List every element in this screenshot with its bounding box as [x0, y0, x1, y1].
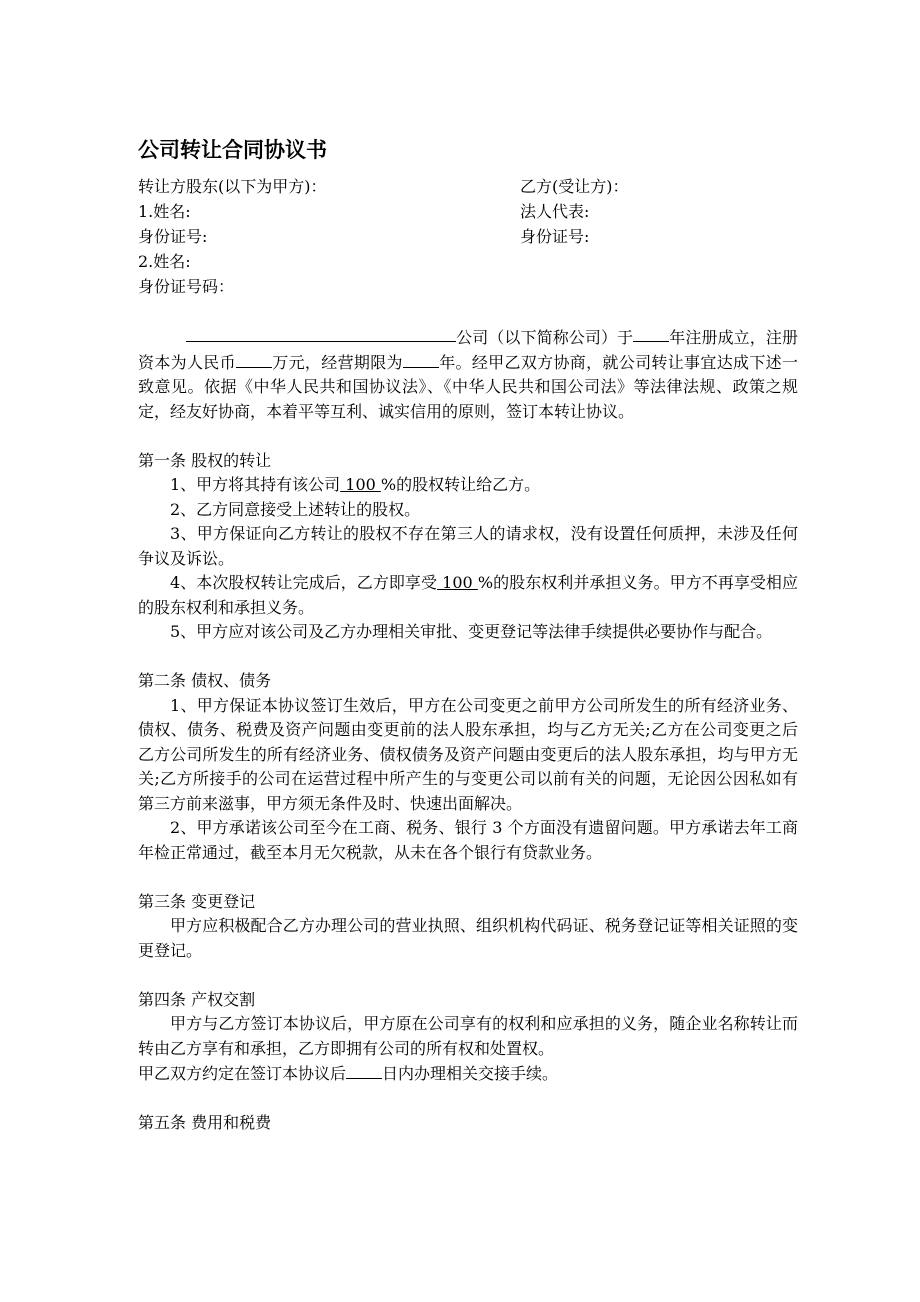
legal-representative: 法人代表:: [520, 202, 590, 221]
transferee-column: [520, 174, 800, 249]
term-blank: [403, 350, 439, 368]
preamble-text-3: 万元，经营期限为: [271, 352, 403, 372]
year-blank: [633, 325, 669, 343]
transferor-id-2: 身份证号码：: [138, 277, 235, 296]
article-1-item-3: 3、甲方保证向乙方转让的股权不存在第三人的请求权，没有设置任何质押，未涉及任何争议及诉讼。: [138, 524, 798, 568]
article-2-item-2: 2、甲方承诺该公司至今在工商、税务、银行 3 个方面没有遗留问题。甲方承诺去年工商年检正常通过，截至本月无欠税款，从未在各个银行有贷款业务。: [138, 818, 798, 862]
preamble-paragraph: [138, 325, 798, 425]
article-1-heading: 第一条 股权的转让: [138, 450, 272, 470]
parties-block: [138, 174, 798, 300]
article-1-item-2: 2、乙方同意接受上述转让的股权。: [170, 499, 421, 519]
transferor-column: [138, 174, 518, 299]
capital-blank: [236, 350, 272, 368]
share-percent-1: 100: [340, 475, 381, 495]
article-1-item-5: 5、甲方应对该公司及乙方办理相关审批、变更登记等法律手续提供必要协作与配合。: [170, 622, 773, 642]
share-percent-2: 100: [437, 573, 478, 593]
transferee-id: 身份证号:: [520, 227, 590, 246]
article-1-item-1: 1、甲方将其持有该公司 100 %的股权转让给乙方。: [170, 475, 541, 495]
preamble-text-1: 公司（以下简称公司）于: [456, 327, 634, 347]
transferor-heading: 转让方股东(以下为甲方)：: [138, 177, 327, 196]
article-2-item-1: 1、甲方保证本协议签订生效后，甲方在公司变更之前甲方公司所发生的所有经济业务、债权、债务、税费及资产问题由变更前的法人股东承担，均与乙方无关;乙方在公司变更之后乙方公司所发生的所有经济业务、债权债务及资产问题由变更后的法人股东承担，均与甲方无关;乙方所接手的公司在运营过程中所产生的与变更公司以前有关的问题，无论因公因私如有第三方前来滋事，甲方须无条件及时、快速出面解决。: [138, 695, 798, 813]
article-2-heading: 第二条 债权、债务: [138, 671, 272, 691]
article-3-heading: 第三条 变更登记: [138, 891, 256, 911]
article-5-heading: 第五条 费用和税费: [138, 1112, 272, 1132]
days-blank: [346, 1061, 382, 1079]
article-4-heading: 第四条 产权交割: [138, 989, 256, 1009]
preamble-text-4: 年。经甲乙双方协商，就公司转让事宜达成下述一致意见。依据《中华人民共和国协议法》、《中华人民共和国公司法》等法律法规、政策之规定，经友好协商，本着平等互利、诚实信用的原则，签订本转让协议。: [138, 352, 798, 421]
article-3-body: 甲方应积极配合乙方办理公司的营业执照、组织机构代码证、税务登记证等相关证照的变更登记。: [138, 916, 798, 960]
document-page: [138, 136, 798, 1135]
transferee-heading: 乙方(受让方)：: [520, 177, 629, 196]
transferor-name-2: 2.姓名:: [138, 252, 191, 271]
document-title: 公司转让合同协议书: [138, 137, 327, 162]
transferor-id-1: 身份证号:: [138, 227, 208, 246]
preamble-text-2: 年注册成立，注册资本为人民币: [138, 327, 798, 372]
article-1-item-4: 4、本次股权转让完成后，乙方即享受 100 %的股东权利并承担义务。甲方不再享受相应的股东权利和承担义务。: [138, 573, 798, 617]
article-4-handover: 甲乙双方约定在签订本协议后 日内办理相关交接手续。: [138, 1061, 798, 1086]
company-name-blank: [186, 325, 456, 343]
transferor-name-1: 1.姓名:: [138, 202, 191, 221]
article-4-body: 甲方与乙方签订本协议后，甲方原在公司享有的权利和应承担的义务，随企业名称转让而转由乙方享有和承担，乙方即拥有公司的所有权和处置权。: [138, 1014, 798, 1058]
